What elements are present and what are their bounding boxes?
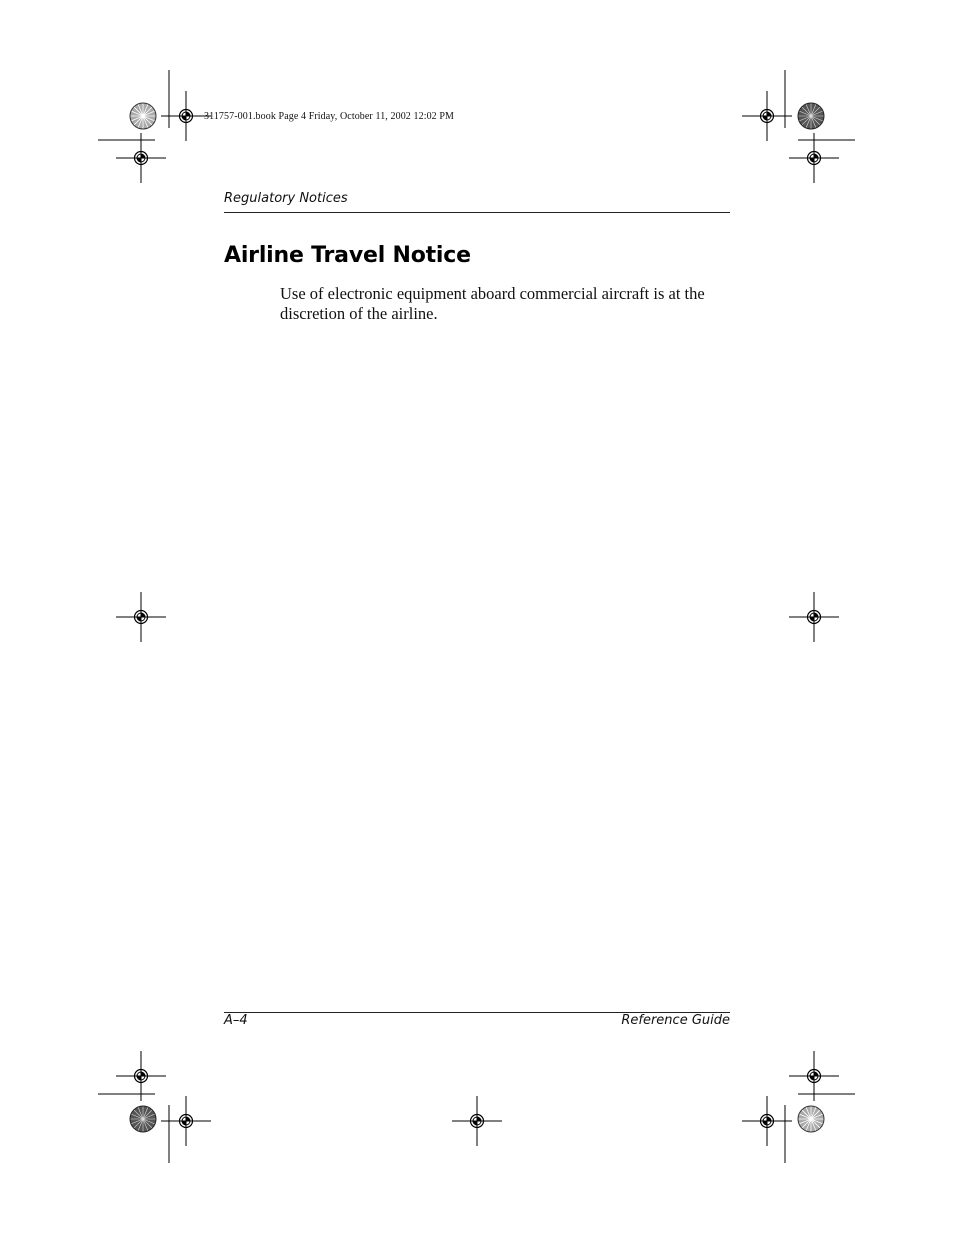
footer-guide-title: Reference Guide: [621, 1013, 730, 1028]
trim-lines: [98, 70, 855, 1163]
color-bar-starburst-icon: [798, 1106, 824, 1132]
print-slug: 311757-001.book Page 4 Friday, October 11, 2002 12:02 PM: [204, 111, 455, 122]
section-title: Airline Travel Notice: [224, 243, 471, 268]
registration-mark-icon: [789, 592, 839, 642]
running-header: Regulatory Notices: [224, 191, 348, 206]
color-bar-starburst-icon: [798, 103, 824, 129]
registration-mark-icon: [116, 592, 166, 642]
section-body: Use of electronic equipment aboard commercial aircraft is at the discretion of the airline.: [280, 284, 705, 323]
color-bar-starburst-icon: [130, 1106, 156, 1132]
header-rule: [224, 212, 730, 213]
color-bar-starburst-icon: [130, 103, 156, 129]
registration-mark-icon: [452, 1096, 502, 1146]
page-number: A–4: [224, 1013, 248, 1028]
